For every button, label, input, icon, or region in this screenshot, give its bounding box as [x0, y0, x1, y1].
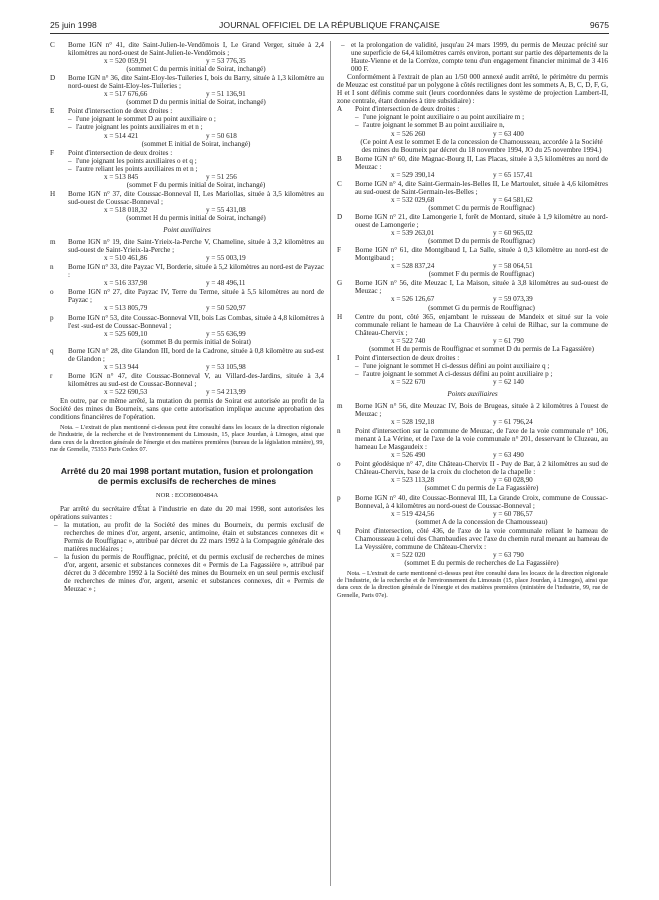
entry-label: D — [337, 212, 343, 221]
entry-D — [50, 74, 324, 106]
coord-x: x = 529 390,14 — [391, 170, 435, 179]
coord-y: y = 63 790 — [493, 550, 524, 559]
page-number: 9675 — [589, 20, 609, 30]
entry-label: o — [337, 460, 341, 469]
entry-m — [337, 402, 608, 426]
entry-label: p — [337, 493, 341, 502]
coord-x: x = 532 029,68 — [391, 195, 435, 204]
entry-label: B — [337, 154, 342, 163]
entry-note: (sommet C du permis de La Fagassière) — [424, 484, 539, 493]
points-auxiliaires-heading: Points auxiliaires — [447, 389, 498, 398]
entry-p — [50, 314, 324, 346]
coordinates — [355, 337, 608, 345]
entry-subline: – l'autre joignant le sommet B au point auxiliaire n, — [355, 121, 608, 129]
left-entry-f — [50, 149, 324, 189]
entry-note: (sommet C du permis initial de Soirat, inchangé) — [126, 65, 266, 74]
entry-note: (sommet C du permis de Rouffignac) — [428, 203, 535, 212]
entry-text: Borne IGN n° 28, dite Glandon III, bord de la Cadrone, située à 0,8 kilomètre au sud-est de Glandon ; — [68, 346, 324, 363]
coordinates — [68, 330, 324, 338]
coord-y: y = 58 064,51 — [493, 262, 533, 271]
left-entry-e — [50, 107, 324, 147]
nor-reference: NOR : ECOI9800484A — [155, 491, 219, 499]
entry-label: F — [50, 148, 54, 157]
coordinates — [355, 378, 608, 386]
entry-label: H — [337, 312, 343, 321]
left-entries-2 — [50, 190, 324, 222]
coord-y: y = 60 965,02 — [493, 229, 533, 238]
coord-y: y = 51 256 — [206, 172, 237, 181]
coord-x: x = 519 424,56 — [391, 509, 435, 518]
entry-subline: – l'autre joignant le sommet A ci-dessus défini au point auxiliaire p ; — [355, 370, 608, 378]
entry-label: n — [337, 427, 341, 436]
entry-intro: Point d'intersection de deux droites : — [68, 148, 173, 157]
entry-r — [50, 372, 324, 396]
left-column — [50, 41, 324, 593]
article-title: Arrêté du 20 mai 1998 portant mutation, fusion et prolongation de permis exclusifs de recherches de mines — [60, 465, 314, 486]
coordinates — [68, 388, 324, 396]
entry-text: Borne IGN n° 41, dite Saint-Julien-le-Vendômois I, Le Grand Verger, située à 2,4 kilomètres au nord-ouest de Saint-Julien-le-Vendômois ; — [68, 41, 324, 58]
entry-note: (sommet G du permis de Rouffignac) — [428, 303, 535, 312]
entry-o — [50, 288, 324, 312]
coord-x: x = 518 018,32 — [104, 205, 148, 214]
coord-y: y = 63 490 — [493, 451, 524, 460]
coord-x: x = 539 263,01 — [391, 229, 435, 238]
entry-label: n — [50, 263, 54, 272]
coord-x: x = 516 337,98 — [104, 279, 148, 288]
entry-text: Point d'intersection, côté 436, de l'axe de la voie communale reliant le hameau de Chamousseau à celui des Chambaudies avec l'axe du chemin rural menant au hameau de La Veyssière, commune de Château-Chervix : — [355, 526, 608, 551]
coordinates — [355, 196, 608, 204]
coord-y: y = 61 796,24 — [493, 418, 533, 427]
right-entry-a — [337, 105, 608, 153]
left-aux-points — [50, 238, 324, 396]
coord-y: y = 48 496,11 — [206, 279, 246, 288]
entry-text: Borne IGN n° 21, dite Lamongerie I, forêt de Montard, située à 1,9 kilomètre au nord-ouest de Lamongerie ; — [355, 212, 608, 230]
entry-H — [337, 313, 608, 353]
coordinates — [355, 551, 608, 559]
coordinates — [355, 295, 608, 303]
entry-label: A — [337, 105, 343, 114]
coord-x: x = 528 837,24 — [391, 262, 435, 271]
nota-left: Nota. – L'extrait de plan mentionné ci-dessus peut être consulté dans les locaux de la direction régionale de l'industrie, de la recherche et de l'environnement du Limousin, 15, place Jourdan, à Limoges, ainsi que dans ceux de la direction générale de l'énergie et des matières premières (bureau de la législation minière), 99, rue de Grenelle, 75353 Paris Cedex 07. — [50, 424, 324, 453]
entry-text: Borne IGN n° 53, dite Coussac-Bonneval VII, bois Las Combas, située à 4,8 kilomètres à l'est -sud-est de Coussac-Bonneval ; — [68, 313, 324, 330]
coordinates — [355, 262, 608, 270]
coord-x: x = 522 670 — [391, 377, 426, 386]
right-aux-points — [337, 402, 608, 567]
coord-y: y = 55 431,08 — [206, 205, 246, 214]
right-entries — [337, 155, 608, 353]
coordinates — [68, 206, 324, 214]
entry-note: (sommet B du permis initial de Soirat) — [141, 337, 251, 346]
entry-C — [50, 41, 324, 73]
entry-m — [50, 238, 324, 262]
entry-label: C — [337, 179, 342, 188]
nota-right: Nota. – L'extrait de carte mentionné ci-dessus peut être consulté dans les locaux de la direction régionale de l'industrie, de la recherche et de l'environnement du Limousin (15, place Jourdan, à Limoges), ainsi que dans ceux de la direction générale de l'énergie et des matières premières (ministère de l'industrie, 99, rue de Grenelle, Paris 07e). — [337, 569, 608, 599]
entry-label: q — [337, 526, 341, 535]
coord-y: y = 50 520,97 — [206, 304, 246, 313]
entry-note: (sommet E du permis de recherches de La Fagassière) — [404, 558, 559, 567]
article-dash-1: – la mutation, au profit de la Société des mines du Bourneix, du permis exclusif de recherches de mines d'or, argent, arsenic, antimoine, étain et substances connexes dit « Permis de Rouffignac », attribué par décret du 22 mars 1992 à la Compagnie générale des matières nucléaires ; — [50, 521, 324, 553]
coord-x: x = 522 740 — [391, 336, 426, 345]
entry-B — [337, 155, 608, 179]
entry-F — [50, 149, 324, 189]
entry-subline: – l'une joignant le point auxiliaire o au point auxiliaire m ; — [355, 113, 608, 121]
entry-text: Borne IGN n° 40, dite Coussac-Bonneval III, La Grande Croix, commune de Coussac-Bonneval, à 4 kilomètres au nord-ouest de Coussac-Bonneval ; — [355, 493, 608, 510]
entry-text: Point d'intersection sur la commune de Meuzac, de l'axe de la voie communale n° 106, menant à La Vérine, et de l'axe de la voie communale n° 201, desservant le Cluzeau, au hameau Le Masgaudeix : — [355, 427, 608, 452]
entry-note: (sommet D du permis initial de Soirat, inchangé) — [126, 98, 266, 107]
entry-intro: Point d'intersection de deux droites : — [68, 107, 173, 116]
entry-text: Borne IGN n° 4, dite Saint-Germain-les-Belles II, Le Martoulet, située à 4,6 kilomètres au sud-ouest de Saint-Germain-les-Belles ; — [355, 179, 608, 196]
entry-text: Centre du pont, côté 365, enjambant le ruisseau de Mandeix et situé sur la voie communale reliant le hameau de La Chauvière à celui de Rilhac, sur la commune de Château-Chervix ; — [355, 312, 608, 337]
entry-intro: Point d'intersection de deux droites : — [355, 105, 460, 114]
entry-q — [50, 347, 324, 371]
coord-y: y = 61 790 — [493, 336, 524, 345]
coord-y: y = 53 776,35 — [206, 57, 246, 66]
entry-text: Point géodésique n° 47, dite Château-Chervix II - Puy de Bar, à 2 kilomètres au sud de Château-Chervix, base de la croix du clocheton de la chapelle : — [355, 460, 608, 477]
coordinates — [68, 254, 324, 262]
coordinates — [68, 304, 324, 312]
coord-y: y = 55 003,19 — [206, 254, 246, 263]
entry-note: (sommet F du permis de Rouffignac) — [428, 270, 535, 279]
entry-text: Borne IGN n° 37, dite Coussac-Bonneval II, Les Mariollas, située à 3,5 kilomètres au sud-ouest de Coussac-Bonneval ; — [68, 189, 324, 206]
entry-label: r — [50, 371, 53, 380]
right-entry-i — [337, 354, 608, 386]
entry-subline: – l'une joignant les points auxiliaires o et q ; — [68, 157, 324, 165]
entry-text: Borne IGN n° 56, dite Meuzac IV, Bois de Brugeas, située à 2 kilomètres à l'ouest de Meuzac ; — [355, 402, 608, 419]
entry-text: Borne IGN n° 47, dite Coussac-Bonneval V, au Villard-des-Jardins, située à 3,4 kilomètres au sud-est de Coussac-Bonneval ; — [68, 371, 324, 388]
coord-x: x = 523 113,28 — [391, 476, 435, 485]
article-intro: Par arrêté du secrétaire d'État à l'industrie en date du 20 mai 1998, sont autorisées les opérations suivantes : — [50, 504, 324, 521]
entry-label: m — [50, 238, 56, 247]
coord-x: x = 526 490 — [391, 451, 426, 460]
entry-p — [337, 494, 608, 526]
entry-label: F — [337, 246, 341, 255]
closing-paragraph: En outre, par ce même arrêté, la mutation du permis de Soirat est autorisée au profit de la Société des mines du Bourneix, sans que cette autorisation implique aucune approbation des conditions financières de l'opération. — [50, 396, 324, 422]
entry-label: G — [337, 279, 343, 288]
coord-x: x = 510 461,86 — [104, 254, 148, 263]
entry-label: C — [50, 41, 55, 49]
entry-note: (sommet D du permis de Rouffignac) — [428, 237, 535, 246]
coord-x: x = 513 805,79 — [104, 304, 148, 313]
entry-note: (sommet H du permis de Rouffignac et sommet D du permis de La Fagassière) — [369, 344, 594, 353]
coord-y: y = 64 581,62 — [493, 195, 533, 204]
journal-title: JOURNAL OFFICIEL DE LA RÉPUBLIQUE FRANÇAISE — [219, 20, 440, 30]
coord-x: x = 520 059,91 — [104, 57, 148, 66]
coordinates — [68, 279, 324, 287]
coordinates — [68, 57, 324, 65]
entry-q — [337, 527, 608, 567]
right-column — [337, 41, 608, 599]
coord-x: x = 522 690,53 — [104, 387, 148, 396]
entry-A — [337, 105, 608, 153]
entry-text: Borne IGN n° 61, dite Montgibaud I, La Salle, située à 0,3 kilomètre au nord-est de Montgibaud ; — [355, 246, 608, 263]
coordinates — [68, 363, 324, 371]
coord-x: x = 517 676,66 — [104, 90, 148, 99]
entry-text: Borne IGN n° 27, dite Payzac IV, Terre du Terme, située à 5,5 kilomètres au nord de Payzac ; — [68, 288, 324, 305]
header-date: 25 juin 1998 — [50, 20, 97, 30]
entry-text: Borne IGN n° 56, dite Meuzac I, La Maison, située à 3,8 kilomètres au sud-ouest de Meuzac ; — [355, 279, 608, 296]
entry-label: m — [337, 402, 343, 411]
entry-subline: – l'autre joignant les points auxiliaires m et n ; — [68, 123, 324, 131]
coord-y: y = 53 105,98 — [206, 362, 246, 371]
entry-n — [50, 263, 324, 287]
entry-intro: Point d'intersection de deux droites : — [355, 353, 460, 362]
entry-label: o — [50, 288, 54, 297]
coordinates — [68, 90, 324, 98]
entry-label: p — [50, 313, 54, 322]
coord-y: y = 55 636,99 — [206, 329, 246, 338]
coord-x: x = 514 421 — [104, 131, 139, 140]
coord-x: x = 525 609,10 — [104, 329, 148, 338]
entry-subline: – l'une joignant le sommet H ci-dessus défini au point auxiliaire q ; — [355, 362, 608, 370]
entry-G — [337, 279, 608, 311]
coordinates — [355, 510, 608, 518]
coord-y: y = 65 157,41 — [493, 170, 533, 179]
coord-x: x = 526 260 — [391, 129, 426, 138]
entry-C — [337, 180, 608, 212]
column-separator — [330, 41, 331, 886]
header-rule — [50, 33, 609, 34]
coord-x: x = 513 845 — [104, 172, 139, 181]
coord-x: x = 526 126,67 — [391, 295, 435, 304]
coord-x: x = 522 020 — [391, 550, 426, 559]
coord-x: x = 513 944 — [104, 362, 139, 371]
entry-label: D — [50, 74, 56, 83]
coord-y: y = 51 136,91 — [206, 90, 246, 99]
entry-label: H — [50, 189, 56, 198]
left-entries-1 — [50, 41, 324, 106]
coordinates — [355, 451, 608, 459]
coord-y: y = 60 028,90 — [493, 476, 533, 485]
entry-text: Borne IGN n° 19, dite Saint-Yrieix-la-Perche V, Chameline, située à 3,2 kilomètres au sud-ouest de Saint-Yrieix-la-Perche ; — [68, 238, 324, 255]
coord-y: y = 50 618 — [206, 131, 237, 140]
entry-label: q — [50, 346, 54, 355]
entry-note: (sommet H du permis initial de Soirat, inchangé) — [126, 213, 266, 222]
coordinates — [355, 418, 608, 426]
coordinates — [68, 173, 324, 181]
perimeter-paragraph: Conformément à l'extrait de plan au 1/50 000 annexé audit arrêté, le périmètre du permis de Meuzac est constitué par un polygone à côtés rectilignes dont les sommets A, B, C, D, F, G, H et I sont définis comme suit (leurs coordonnées dans le système de projection Lambert-II, zone centrale, étant données à titre subsidiaire) : — [337, 73, 608, 106]
coord-y: y = 54 213,99 — [206, 387, 246, 396]
entry-D — [337, 213, 608, 245]
entry-note: (Ce point A est le sommet E de la concession de Chamousseau, accordée à la Société des mines du Bourneix par décret du 18 novembre 1994, JO du 25 novembre 1994.) — [360, 137, 603, 154]
entry-subline: – l'une joignant le sommet D au point auxiliaire o ; — [68, 115, 324, 123]
entry-F — [337, 246, 608, 278]
coordinates — [355, 229, 608, 237]
entry-text: Borne IGN n° 36, dite Saint-Eloy-les-Tuileries I, bois du Barry, située à 1,3 kilomètre au nord-ouest de Saint-Eloy-les-Tuileries ; — [68, 74, 324, 91]
coordinates — [355, 130, 608, 138]
entry-I — [337, 354, 608, 386]
article-dash-2: – la fusion du permis de Rouffignac, précité, et du permis exclusif de recherches de mines d'or, argent, arsenic et substances connexes dit « Permis de La Fagassière », attribué par décret du 3 décembre 1992 à la Société des mines du Bourneix en un seul permis exclusif de recherches de mines d'or, argent, arsenic et substances connexes, dit « Permis de Meuzac » ; — [50, 553, 324, 593]
coord-y: y = 59 073,39 — [493, 295, 533, 304]
entry-H — [50, 190, 324, 222]
entry-note: (sommet F du permis initial de Soirat, inchangé) — [126, 180, 266, 189]
entry-E — [50, 107, 324, 147]
entry-n — [337, 427, 608, 459]
coord-y: y = 60 786,57 — [493, 509, 533, 518]
coord-x: x = 528 192,18 — [391, 418, 435, 427]
entry-label: I — [337, 353, 340, 362]
page-header — [50, 20, 609, 34]
prolongation-dash: – et la prolongation de validité, jusqu'au 24 mars 1999, du permis de Meuzac précité sur une superficie de 64,4 kilomètres carrés environ, portant sur partie des départements de la Haute-Vienne et de la Corrèze, compte tenu d'un engagement financier minimal de 3 416 000 F. — [337, 41, 608, 73]
coordinates — [355, 476, 608, 484]
entry-o — [337, 460, 608, 492]
coordinates — [68, 132, 324, 140]
entry-label: E — [50, 107, 55, 116]
coord-y: y = 62 140 — [493, 377, 524, 386]
entry-text: Borne IGN n° 60, dite Magnac-Bourg II, Las Placas, située à 3,5 kilomètres au nord de Meuzac : — [355, 154, 608, 171]
entry-note: (sommet A de la concession de Chamousseau) — [415, 517, 548, 526]
coord-y: y = 63 400 — [493, 129, 524, 138]
aux-points-heading: Point auxiliaires — [163, 226, 211, 235]
entry-subline: – l'autre reliant les points auxiliaires m et n ; — [68, 165, 324, 173]
coordinates — [355, 171, 608, 179]
entry-text: Borne IGN n° 33, dite Payzac VI, Borderie, située à 5,2 kilomètres au nord-est de Payzac : — [68, 263, 324, 280]
entry-note: (sommet E initial de Soirat, inchangé) — [141, 139, 251, 148]
